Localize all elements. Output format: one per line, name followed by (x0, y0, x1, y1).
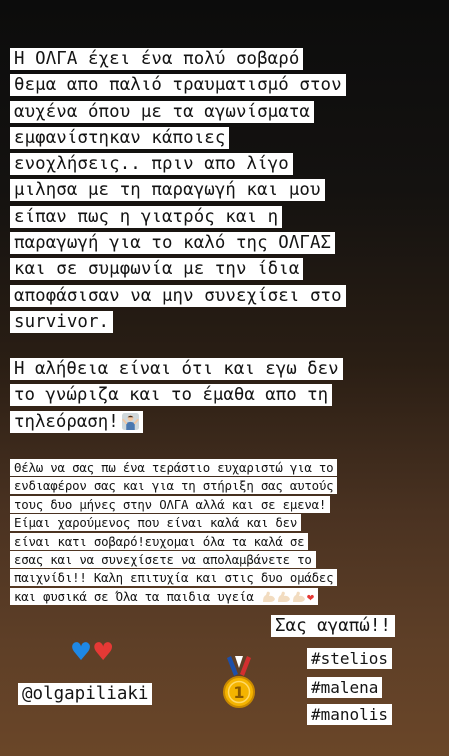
text-line-label: survivor. (10, 311, 113, 333)
text-line-label: ενοχλήσεις.. πριν απο λίγο (10, 153, 293, 175)
hashtag-sticker[interactable] (307, 704, 392, 725)
blue-heart-icon: ♥ (72, 635, 95, 670)
love-message (271, 614, 395, 638)
text-line-label: τηλεόραση! (14, 411, 119, 432)
text-line (10, 230, 442, 256)
text-line (10, 256, 442, 282)
text-line (10, 409, 440, 435)
text-line (10, 177, 442, 203)
main-text-block (10, 46, 442, 335)
text-line (10, 382, 440, 408)
text-line (10, 125, 442, 151)
text-line-label: ενδιαφέρον σας και για τη στήριξη σας αυτούς (10, 477, 337, 494)
love-message-label: Σας αγαπώ!! (271, 615, 395, 637)
text-line-label: και σε συμφωνία με την ίδια (10, 258, 303, 280)
text-line-label: και φυσικά σε Όλα τα παιδια υγεία (14, 588, 254, 604)
text-line (10, 514, 442, 532)
text-line-label: είναι κατι σοβαρό!ευχομαι όλα τα καλά σε (10, 533, 308, 550)
text-line-label: παιχνίδι!! Καλη επιτυχία και στις δυο ομάδες (10, 569, 337, 586)
text-line (10, 588, 442, 606)
text-line (10, 459, 442, 477)
text-line-label: Η ΟΛΓΑ έχει ένα πολύ σοβαρό (10, 48, 303, 70)
thanks-text-block (10, 459, 442, 606)
text-line-with-emoji (10, 411, 143, 433)
text-line-label: μιλησα με τη παραγωγή και μου (10, 179, 325, 201)
hashtag-label[interactable]: #manolis (307, 704, 392, 725)
text-line-label: Θέλω να σας πω ένα τεράστιο ευχαριστώ για το (10, 459, 337, 476)
text-line (10, 551, 442, 569)
text-line (10, 356, 440, 382)
text-line-label: θεμα απο παλιό τραυματισμό στον (10, 74, 346, 96)
flexed-biceps-icon (277, 591, 291, 603)
text-line (10, 46, 442, 72)
flexed-biceps-icon (262, 591, 276, 603)
text-line (10, 99, 442, 125)
hashtag-label[interactable]: #stelios (307, 648, 392, 669)
text-line-label: Η αλήθεια είναι ότι και εγω δεν (10, 358, 343, 380)
text-line-label: το γνώριζα και το έμαθα απο τη (10, 384, 332, 406)
gold-medal-icon (222, 656, 256, 710)
text-line (10, 283, 442, 309)
text-line (10, 204, 442, 230)
hashtag-sticker[interactable] (307, 648, 392, 669)
mention-label[interactable]: @olgapiliaki (18, 683, 152, 705)
svg-text:1: 1 (233, 683, 245, 702)
text-line (10, 569, 442, 587)
text-line (10, 309, 442, 335)
hearts-sticker (72, 636, 116, 670)
text-line (10, 72, 442, 98)
text-line-label: τους δυο μήνες στην ΟΛΓΑ αλλά και σε εμενα! (10, 496, 330, 513)
red-heart-icon: ♥ (94, 635, 117, 670)
text-line (10, 477, 442, 495)
text-line-label: αυχένα όπου με τα αγωνίσματα (10, 101, 314, 123)
text-line (10, 151, 442, 177)
mention-sticker[interactable] (18, 682, 152, 707)
truth-text-block (10, 356, 440, 435)
text-line-label: αποφάσισαν να μην συνεχίσει στο (10, 285, 346, 307)
text-line-with-emoji (10, 588, 318, 605)
text-line-label: εμφανίστηκαν κάποιες (10, 127, 229, 149)
text-line (10, 533, 442, 551)
text-line-label: εσας και να συνεχίσετε να απολαμβάνετε το (10, 551, 316, 568)
man-shrugging-icon (122, 413, 139, 430)
text-line-label: είπαν πως η γιατρός και η (10, 206, 282, 228)
text-line-label: παραγωγή για το καλό της ΟΛΓΑΣ (10, 232, 335, 254)
flexed-biceps-icon (292, 591, 306, 603)
hashtag-sticker[interactable] (307, 677, 382, 698)
text-line-label: Είμαι χαρούμενος που είναι καλά και δεν (10, 514, 301, 531)
red-heart-icon: ❤ (306, 589, 314, 604)
text-line (10, 496, 442, 514)
hashtag-label[interactable]: #malena (307, 677, 382, 698)
